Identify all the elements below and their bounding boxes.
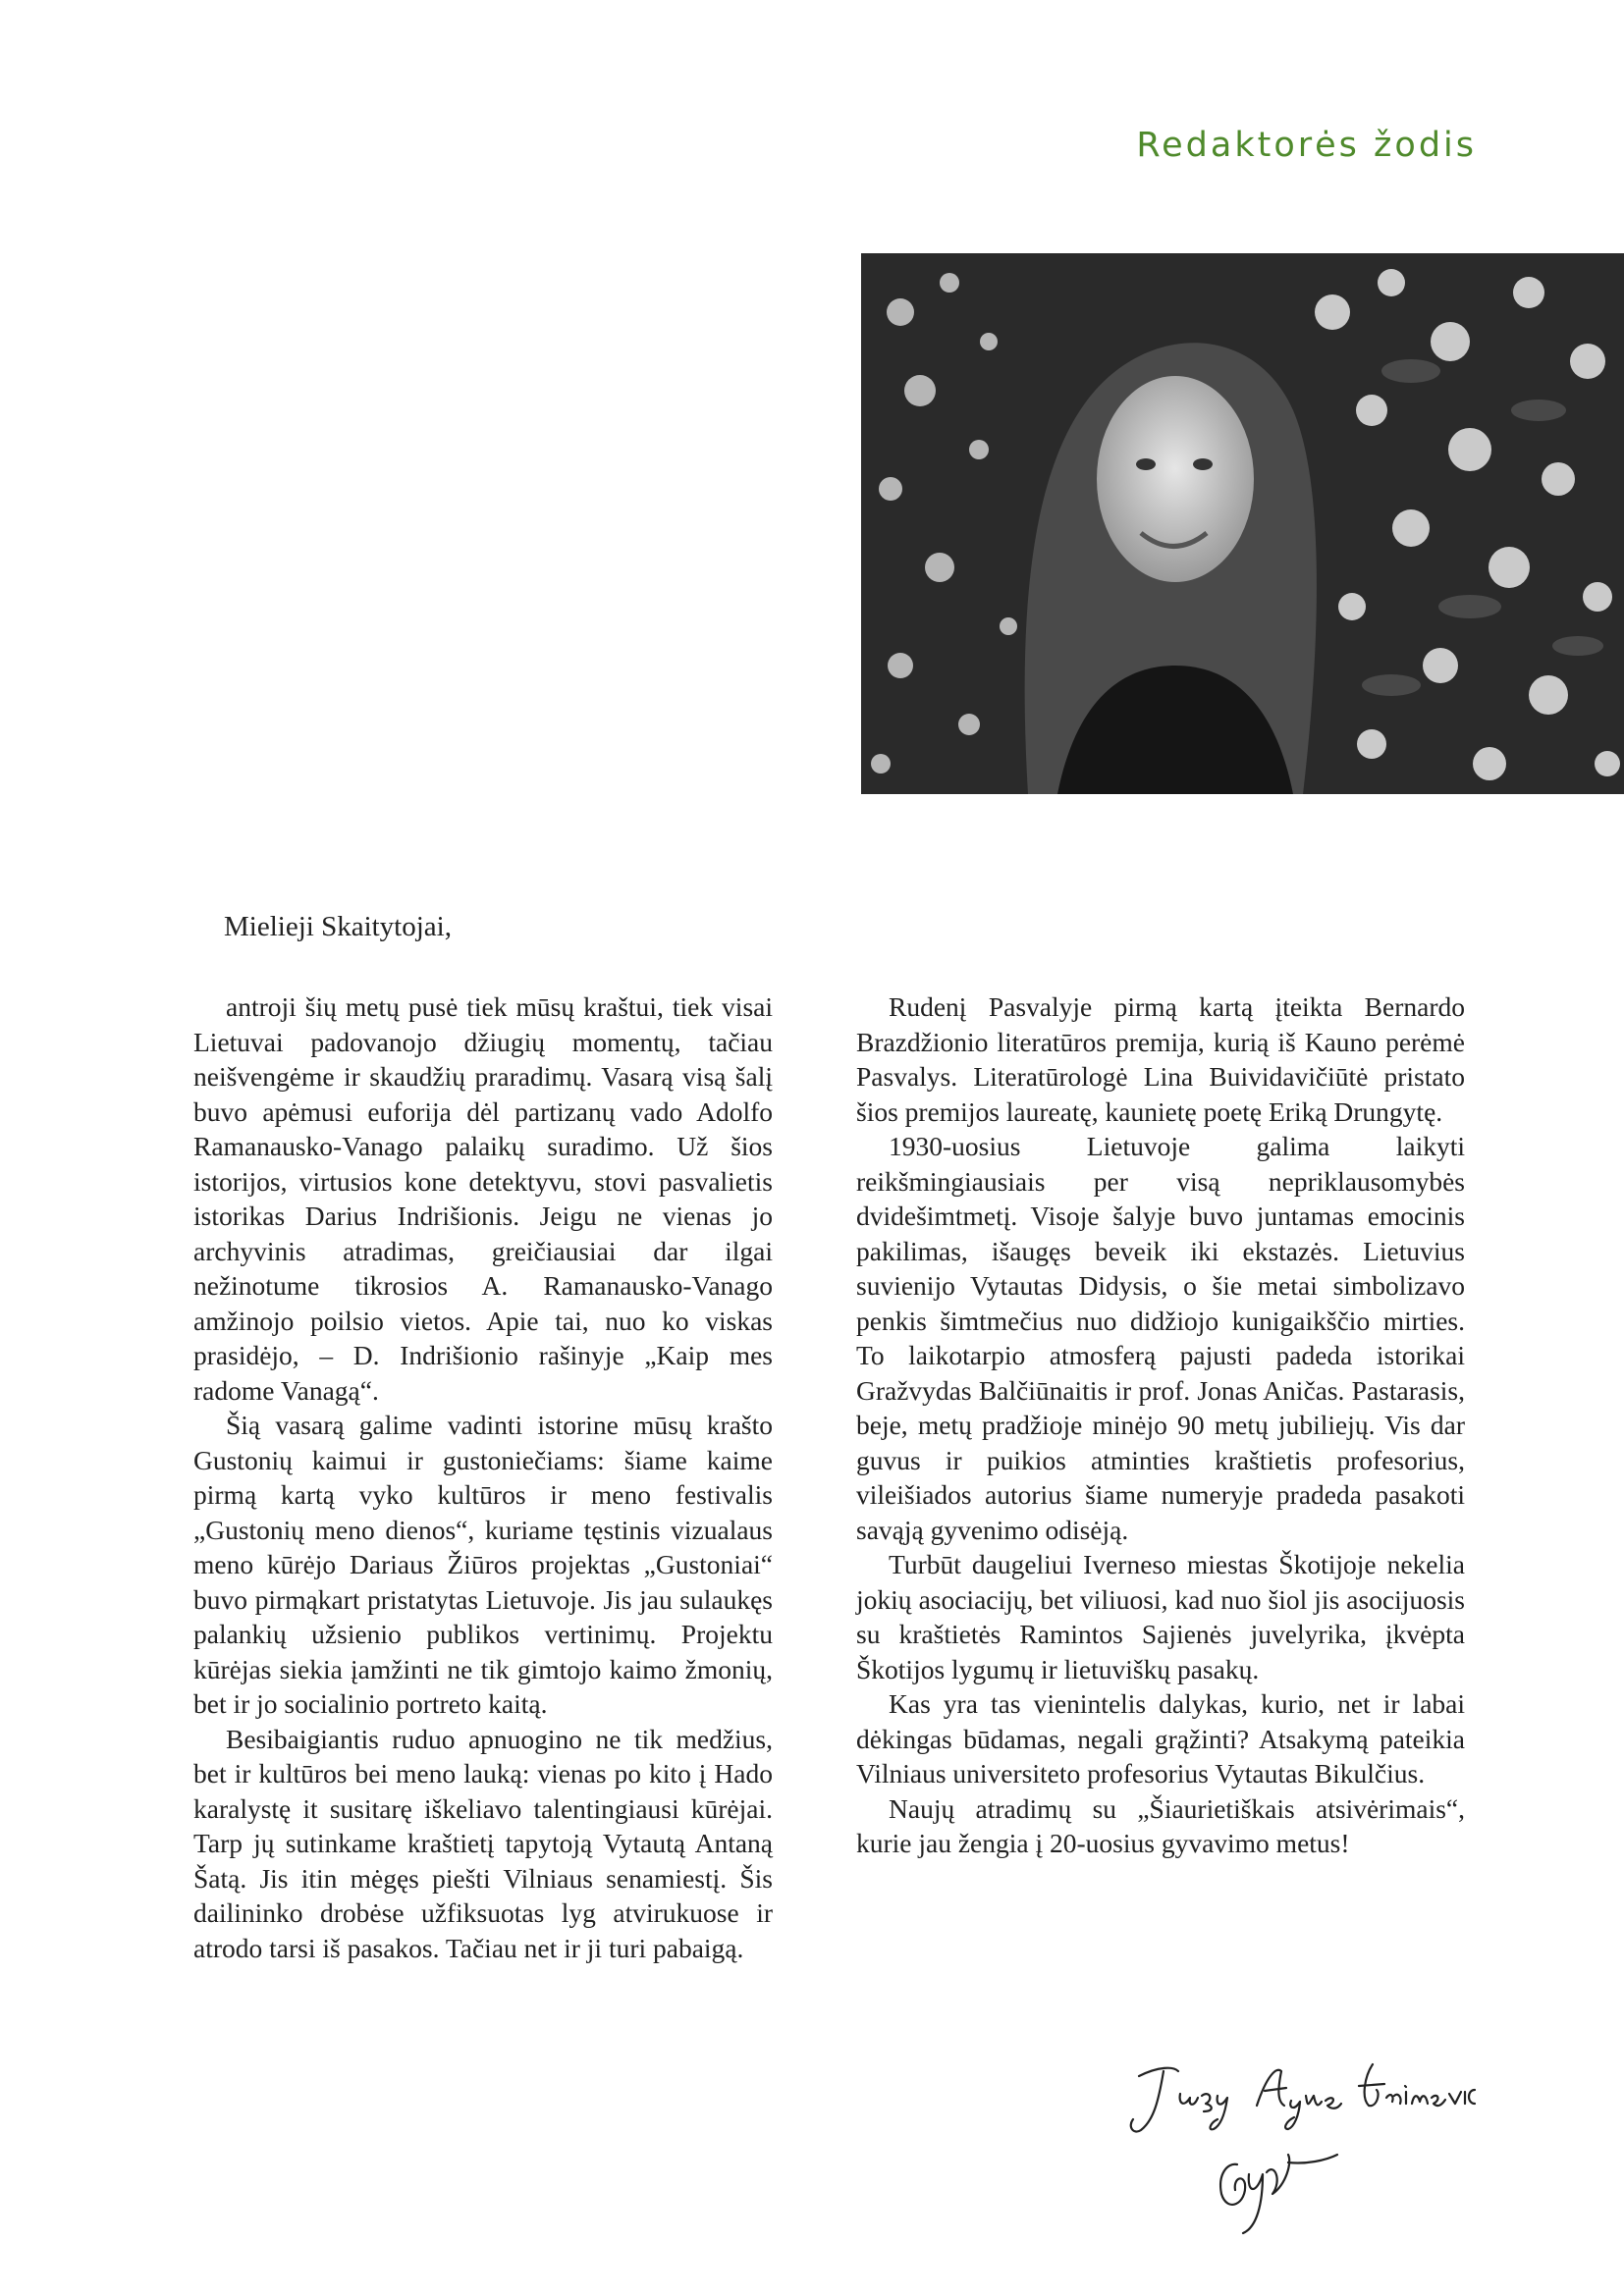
paragraph: Besibaigiantis ruduo apnuogino ne tik medžius, bet ir kultūros bei meno lauką: vienas po kito į Hado karalystę it susitarę iškeliavo talentingiausi kūrėjai. Tarp jų sutinkame kraštietį tapytoją Vytautą Antaną Šatą. Jis itin mėgęs piešti Vilniaus senamiestį. Šis dailininko drobėse užfiksuotas lyg atvirukuose ir atrodo tarsi iš pasakos. Tačiau net ir ji turi pabaigą. bbox=[193, 1723, 773, 1963]
letter-greeting: Mielieji Skaitytojai, bbox=[224, 911, 452, 942]
letter-right-column bbox=[856, 989, 1465, 1861]
handwritten-signature bbox=[1119, 2047, 1492, 2243]
portrait-illustration bbox=[861, 253, 1624, 794]
paragraph: Šią vasarą galime vadinti istorine mūsų krašto Gustonių kaimui ir gustoniečiams: šiame kaime pirmą kartą vyko kultūros ir meno festivalis „Gustonių meno dienos“, kuriame tęstinis vizualaus meno kūrėjo Dariaus Žiūros projektas „Gustoniai“ buvo pirmąkart pristatytas Lietuvoje. Jis jau sulaukęs palankių užsienio publikos vertinimų. Projektu kūrėjas siekia įamžinti ne tik gimtojo kaimo žmonių, bet ir jo socialinio portreto kaitą. bbox=[193, 1410, 773, 1719]
signature-drawing bbox=[1119, 2047, 1492, 2243]
paragraph: 1930-uosius Lietuvoje galima laikyti reikšmingiausiais per visą nepriklausomybės dvidešimtmetį. Visoje šalyje buvo juntamas emocinis pakilimas, išaugęs beveik iki ekstazės. Lietuvius suvienijo Vytautas Didysis, o šie metai simbolizavo penkis šimtmečius nuo didžiojo kunigaikščio mirties. To laikotarpio atmosferą pajusti padeda istorikai Gražvydas Balčiūnaitis ir prof. Jonas Aničas. Pastarasis, beje, metų pradžioje minėjo 90 metų jubiliejų. Vis dar guvus ir puikios atminties kraštietis profesorius, vileišiados autorius šiame numeryje pradeda pasakoti savąją gyvenimo odisėją. bbox=[856, 1131, 1465, 1545]
letter-left-column bbox=[193, 989, 773, 1965]
paragraph: Turbūt daugeliui Iverneso miestas Škotijoje nekelia jokių asociacijų, bet viliuosi, kad nuo šiol jis asocijuosis su kraštietės Ramintos Sajienės juvelyrika, įkvėpta Škotijos lygumų ir lietuviškų pasakų. bbox=[856, 1549, 1465, 1684]
paragraph: Kas yra tas vienintelis dalykas, kurio, net ir labai dėkingas būdamas, negali grąžinti? Atsakymą pateikia Vilniaus universiteto profesorius Vytautas Bikulčius. bbox=[856, 1688, 1465, 1789]
section-title: Redaktorės žodis bbox=[1136, 126, 1477, 165]
paragraph: Rudenį Pasvalyje pirmą kartą įteikta Bernardo Brazdžionio literatūros premija, kurią iš Kauno perėmė Pasvalys. Literatūrologė Lina Buividavičiūtė pristato šios premijos laureatę, kaunietę poetę Eriką Drungytę. bbox=[856, 991, 1465, 1127]
editor-portrait-photo bbox=[861, 253, 1624, 794]
paragraph: Naujų atradimų su „Šiaurietiškais atsivėrimais“, kurie jau žengia į 20-uosius gyvavimo metus! bbox=[856, 1792, 1465, 1858]
paragraph: antroji šių metų pusė tiek mūsų kraštui, tiek visai Lietuvai padovanojo džiugių momentų, tačiau neišvengėme ir skaudžių praradimų. Vasarą visą šalį buvo apėmusi euforija dėl partizanų vado Adolfo Ramanausko-Vanago palaikų suradimo. Už šios istorijos, virtusios kone detektyvu, stovi pasvalietis istorikas Darius Indrišionis. Jeigu ne vienas jo archyvinis atradimas, greičiausiai dar ilgai nežinotume tikrosios A. Ramanausko-Vanago amžinojo poilsio vietos. Apie tai, nuo ko viskas prasidėjo, – D. Indrišionio rašinyje „Kaip mes radome Vanagą“. bbox=[193, 991, 773, 1406]
